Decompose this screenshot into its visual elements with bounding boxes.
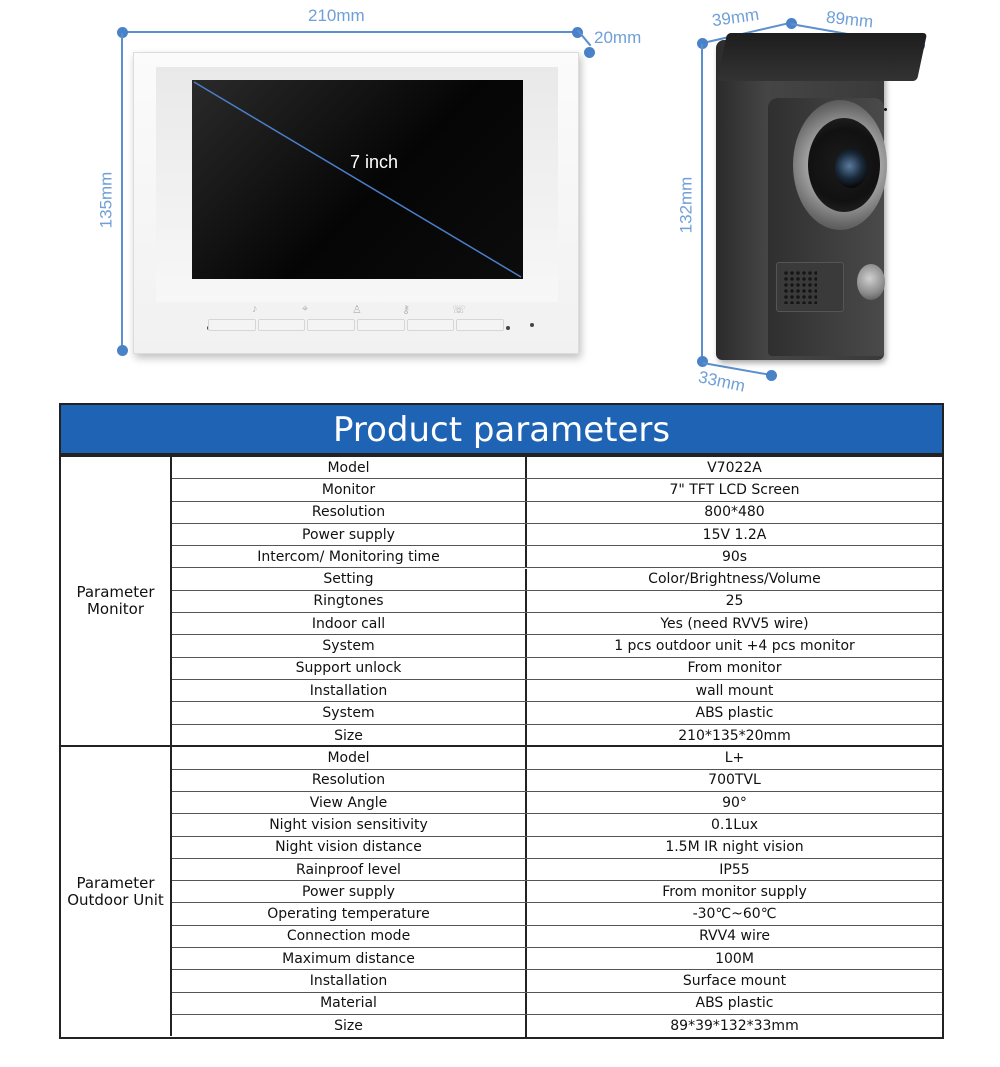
parameter-value: -30℃~60℃ (692, 906, 777, 923)
parameter-name: Power supply (172, 881, 527, 902)
parameter-value: RVV4 wire (699, 928, 770, 945)
led-indicator (530, 323, 534, 327)
parameter-name: View Angle (172, 792, 527, 813)
dimension-dot (584, 47, 595, 58)
monitor-width-label: 210mm (308, 6, 365, 25)
parameter-value: Yes (need RVV5 wire) (660, 615, 809, 632)
parameter-name: Rainproof level (172, 859, 527, 880)
monitor-button (407, 319, 455, 331)
parameter-name: Installation (172, 680, 527, 701)
parameter-value: 25 (725, 593, 744, 610)
indoor-monitor-image (133, 52, 579, 354)
monitor-button (456, 319, 504, 331)
key-icon: ⚷ (402, 304, 411, 316)
parameter-value: 7" TFT LCD Screen (669, 481, 800, 498)
table-row (172, 859, 942, 881)
parameter-value: IP55 (719, 861, 750, 878)
parameter-name: Model (172, 747, 527, 768)
group-label-line: Monitor (86, 600, 145, 619)
table-row (172, 613, 942, 635)
group-label-line: Parameter (76, 583, 155, 602)
bell-icon: ♪ (252, 303, 258, 315)
monitor-button (357, 319, 405, 331)
parameter-name: Indoor call (172, 613, 527, 634)
table-row (172, 635, 942, 657)
parameter-name: Connection mode (172, 926, 527, 947)
table-row (172, 502, 942, 524)
monitor-height-label: 135mm (96, 171, 116, 229)
table-row (172, 970, 942, 992)
parameter-value: From monitor (687, 660, 782, 677)
monitor-button (258, 319, 306, 331)
parameter-value: V7022A (707, 459, 762, 476)
table-row (172, 1015, 942, 1037)
table-row (172, 457, 942, 479)
product-parameters-table (59, 403, 944, 1039)
parameter-value: 100M (715, 950, 754, 967)
group-label (61, 747, 172, 1035)
dimension-dot (766, 370, 777, 381)
table-row (172, 881, 942, 903)
screen-size-label: 7 inch (350, 152, 399, 172)
table-row (172, 770, 942, 792)
parameter-name: Material (172, 993, 527, 1014)
table-row (172, 658, 942, 680)
product-images (0, 0, 1000, 400)
parameter-value: 210*135*20mm (678, 727, 791, 744)
parameter-name: Setting (172, 569, 527, 590)
table-row (172, 903, 942, 925)
parameters-title: Product parameters (61, 405, 942, 455)
parameter-name: Model (172, 457, 527, 478)
parameter-value: 700TVL (708, 772, 761, 789)
table-row (172, 524, 942, 546)
phone-icon: ☏ (452, 304, 466, 316)
parameter-value: 89*39*132*33mm (670, 1018, 799, 1035)
group-label (61, 457, 172, 745)
parameter-group (61, 455, 942, 745)
table-row (172, 680, 942, 702)
group-label-line: Parameter (76, 873, 155, 892)
parameter-name: Operating temperature (172, 903, 527, 924)
parameter-name: Monitor (172, 479, 527, 500)
monitor-height-line (121, 33, 123, 351)
table-row (172, 479, 942, 501)
table-row (172, 993, 942, 1015)
table-row (172, 546, 942, 568)
parameter-value: 800*480 (704, 504, 765, 521)
microphone-hole (884, 108, 887, 111)
monitor-depth-line (577, 30, 591, 47)
monitor-button (307, 319, 355, 331)
table-row (172, 792, 942, 814)
parameter-value: 1 pcs outdoor unit +4 pcs monitor (614, 638, 855, 655)
table-row (172, 837, 942, 859)
parameter-name: Resolution (172, 770, 527, 791)
outdoor-width-label: 89mm (825, 7, 875, 32)
parameter-name: Power supply (172, 524, 527, 545)
parameter-value: 0.1Lux (711, 816, 758, 833)
parameter-name: Night vision sensitivity (172, 814, 527, 835)
parameter-value: From monitor supply (662, 883, 807, 900)
screen-diagonal (192, 80, 523, 279)
parameter-value: L+ (724, 750, 745, 767)
monitor-button (208, 319, 256, 331)
parameter-value: 1.5M IR night vision (665, 839, 804, 856)
monitor-width-line (122, 31, 578, 33)
parameter-value: ABS plastic (695, 995, 774, 1012)
speaker-grille-icon (783, 270, 817, 304)
table-row (172, 948, 942, 970)
outdoor-height-line (701, 44, 703, 362)
led-indicator (506, 326, 510, 330)
parameter-value: 90s (721, 548, 748, 565)
dimension-dot (117, 345, 128, 356)
parameter-name: Support unlock (172, 658, 527, 679)
parameter-name: Size (172, 1015, 527, 1037)
outdoor-bottom-label: 33mm (696, 367, 747, 396)
parameter-name: Ringtones (172, 591, 527, 612)
outdoor-rain-hood (717, 33, 927, 81)
table-row (172, 702, 942, 724)
parameter-name: Maximum distance (172, 948, 527, 969)
parameter-value: 90° (722, 794, 747, 811)
monitor-screen (192, 80, 523, 279)
monitor-button-bar (208, 319, 504, 335)
parameter-value: wall mount (695, 682, 774, 699)
parameter-group (61, 745, 942, 1035)
parameter-name: Resolution (172, 502, 527, 523)
table-row (172, 569, 942, 591)
table-row (172, 591, 942, 613)
table-row (172, 926, 942, 948)
parameter-value: ABS plastic (695, 704, 774, 721)
camera-lens-icon (835, 148, 867, 188)
monitor-depth-label: 20mm (594, 28, 642, 47)
group-label-line: Outdoor Unit (67, 890, 164, 909)
parameter-value: Surface mount (682, 973, 787, 990)
parameter-name: Installation (172, 970, 527, 991)
parameter-name: Size (172, 725, 527, 747)
parameter-name: System (172, 702, 527, 723)
person-icon: ♙ (352, 304, 362, 316)
parameter-value: Color/Brightness/Volume (648, 571, 821, 588)
table-row (172, 814, 942, 836)
outdoor-height-label: 132mm (676, 176, 696, 234)
table-row (172, 747, 942, 769)
parameter-name: Night vision distance (172, 837, 527, 858)
location-icon: ⌖ (302, 303, 309, 315)
parameter-name: Intercom/ Monitoring time (172, 546, 527, 567)
parameter-name: System (172, 635, 527, 656)
parameter-value: 15V 1.2A (702, 526, 767, 543)
table-row (172, 725, 942, 747)
outdoor-depth-label: 39mm (710, 4, 761, 31)
call-button-icon (857, 264, 885, 300)
